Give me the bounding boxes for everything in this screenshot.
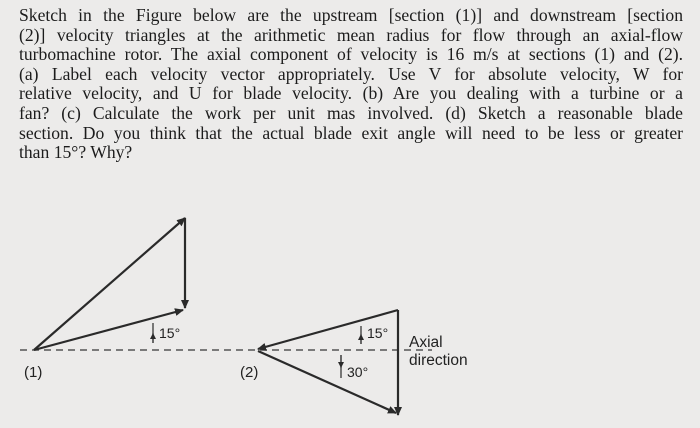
problem-line: turbomachine rotor. The axial component of velocity is 16 m/s at sections (1) and (2). [19, 44, 683, 65]
problem-line: (a) Label each velocity vector appropriately. Use V for absolute velocity, W for [19, 63, 683, 84]
section-2-label: (2) [240, 364, 259, 381]
angle-1-label: 15° [159, 325, 181, 341]
problem-line: section. Do you think that the actual blade exit angle will need to be less or greater [19, 122, 683, 143]
section-1-label: (1) [24, 364, 43, 381]
angle-2-bottom-label: 30° [347, 364, 369, 380]
problem-line: relative velocity, and U for blade velocity. (b) Are you dealing with a turbine or a [19, 83, 683, 104]
axial-direction-label-line2: direction [409, 352, 468, 369]
triangle2-lower-vector [258, 351, 396, 413]
problem-line: fan? (c) Calculate the work per unit mas involved. (d) Sketch a reasonable blade [19, 102, 683, 123]
problem-line: (2)] velocity triangles at the arithmetic mean radius for flow through an axial-flow [19, 24, 683, 45]
problem-line: Sketch in the Figure below are the upstream [section (1)] and downstream [section [19, 5, 683, 25]
axial-direction-label-line1: Axial [409, 334, 443, 351]
angle-2-top-label: 15° [367, 325, 389, 341]
problem-line: than 15°? Why? [19, 142, 133, 163]
